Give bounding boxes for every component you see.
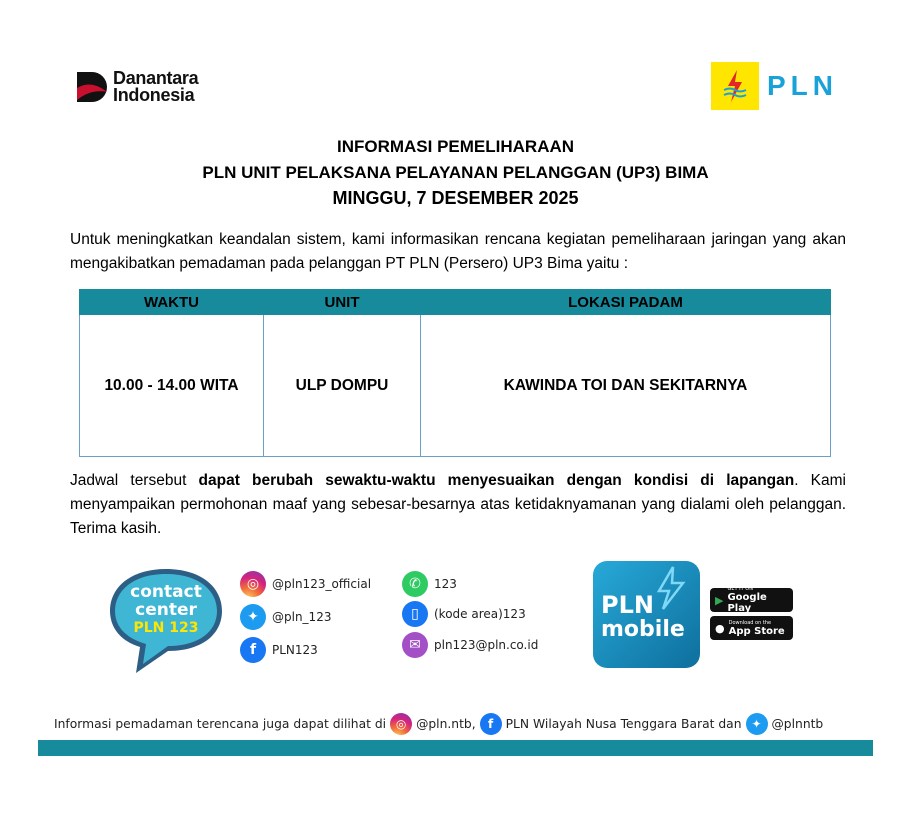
phone-icon: ▯ [402, 601, 428, 627]
google-play-small-text: GET IT ON [727, 586, 753, 592]
whatsapp-contact[interactable] [402, 571, 457, 597]
title-date: MINGGU, 7 DESEMBER 2025 [332, 188, 579, 208]
phone-number: (kode area)123 [434, 607, 526, 621]
notice-text-bold: dapat berubah sewaktu-waktu menyesuaikan dengan kondisi di lapangan [198, 472, 795, 489]
app-store-small-text: Download on the [728, 619, 772, 626]
instagram-handle: @pln123_official [272, 577, 372, 591]
pln-emblem-icon [711, 62, 759, 110]
title-line-2: PLN UNIT PELAKSANA PELAYANAN PELANGGAN (UP3) BIMA [202, 163, 709, 182]
twitter-icon: ✦ [746, 713, 768, 735]
twitter-handle: @pln_123 [272, 610, 332, 624]
cc-line-3: PLN 123 [133, 620, 199, 636]
schedule-table [79, 289, 831, 457]
danantara-emblem-icon [75, 70, 109, 104]
whatsapp-icon: ✆ [402, 571, 428, 597]
twitter-icon: ✦ [240, 604, 266, 630]
danantara-name: Danantara [113, 68, 199, 88]
pln-mobile-app-icon[interactable] [593, 561, 700, 668]
footer-bar [38, 740, 873, 756]
facebook-icon: f [480, 713, 502, 735]
email-contact[interactable] [402, 632, 538, 658]
cc-line-2: center [135, 600, 197, 620]
cell-lokasi: KAWINDA TOI DAN SEKITARNYA [421, 315, 831, 457]
contact-center-badge [106, 565, 226, 682]
footer-twitter-handle[interactable]: @plnntb [771, 717, 824, 731]
notice-text-post: . Kami menyampaikan permohonan maaf yang sebesar-besarnya atas ketidaknyamanan yang dialami oleh pelanggan. Terima kasih. [70, 472, 846, 537]
title-line-1: INFORMASI PEMELIHARAAN [336, 137, 575, 156]
instagram-icon: ◎ [390, 713, 412, 735]
footer-text: Informasi pemadaman terencana juga dapat dilihat di [54, 717, 387, 731]
footer-facebook-page[interactable]: PLN Wilayah Nusa Tenggara Barat dan [505, 717, 742, 731]
cell-waktu: 10.00 - 14.00 WITA [80, 315, 264, 457]
app-store-button[interactable] [710, 616, 793, 640]
table-row [80, 315, 831, 457]
email-address: pln123@pln.co.id [434, 638, 539, 652]
cc-line-1: contact [130, 582, 202, 602]
notice-text-pre: Jadwal tersebut [70, 472, 199, 489]
cell-unit: ULP DOMPU [264, 315, 421, 457]
notice-paragraph [70, 469, 846, 541]
header-waktu: WAKTU [80, 290, 264, 315]
pln-mobile-line-1: PLN [601, 591, 654, 619]
google-play-label: Google Play [727, 592, 767, 614]
header-lokasi: LOKASI PADAM [421, 290, 831, 315]
mail-icon: ✉ [402, 632, 428, 658]
pln-mobile-line-2: mobile [601, 617, 685, 642]
whatsapp-number: 123 [434, 577, 457, 591]
app-store-label: App Store [728, 625, 785, 637]
facebook-icon: f [240, 637, 266, 663]
phone-contact[interactable] [402, 601, 526, 627]
lightning-icon [651, 565, 691, 611]
footer-instagram-handle[interactable]: @pln.ntb, [416, 717, 476, 731]
pln-wordmark: PLN [767, 70, 838, 101]
facebook-contact[interactable] [240, 637, 318, 663]
twitter-contact[interactable] [240, 604, 331, 630]
danantara-logo [75, 70, 198, 104]
instagram-contact[interactable] [240, 571, 371, 597]
instagram-icon: ◎ [240, 571, 266, 597]
apple-icon: ● [715, 621, 725, 635]
google-play-button[interactable] [710, 588, 793, 612]
google-play-icon: ▶ [715, 593, 724, 607]
footer-info [54, 713, 823, 735]
pln-logo [711, 62, 838, 110]
danantara-country: Indonesia [113, 85, 195, 105]
header-unit: UNIT [264, 290, 421, 315]
intro-paragraph: Untuk meningkatkan keandalan sistem, kami informasikan rencana kegiatan pemeliharaan jaringan yang akan mengakibatkan pemadaman pada pelanggan PT PLN (Persero) UP3 Bima yaitu : [70, 231, 846, 272]
facebook-handle: PLN123 [272, 643, 318, 657]
